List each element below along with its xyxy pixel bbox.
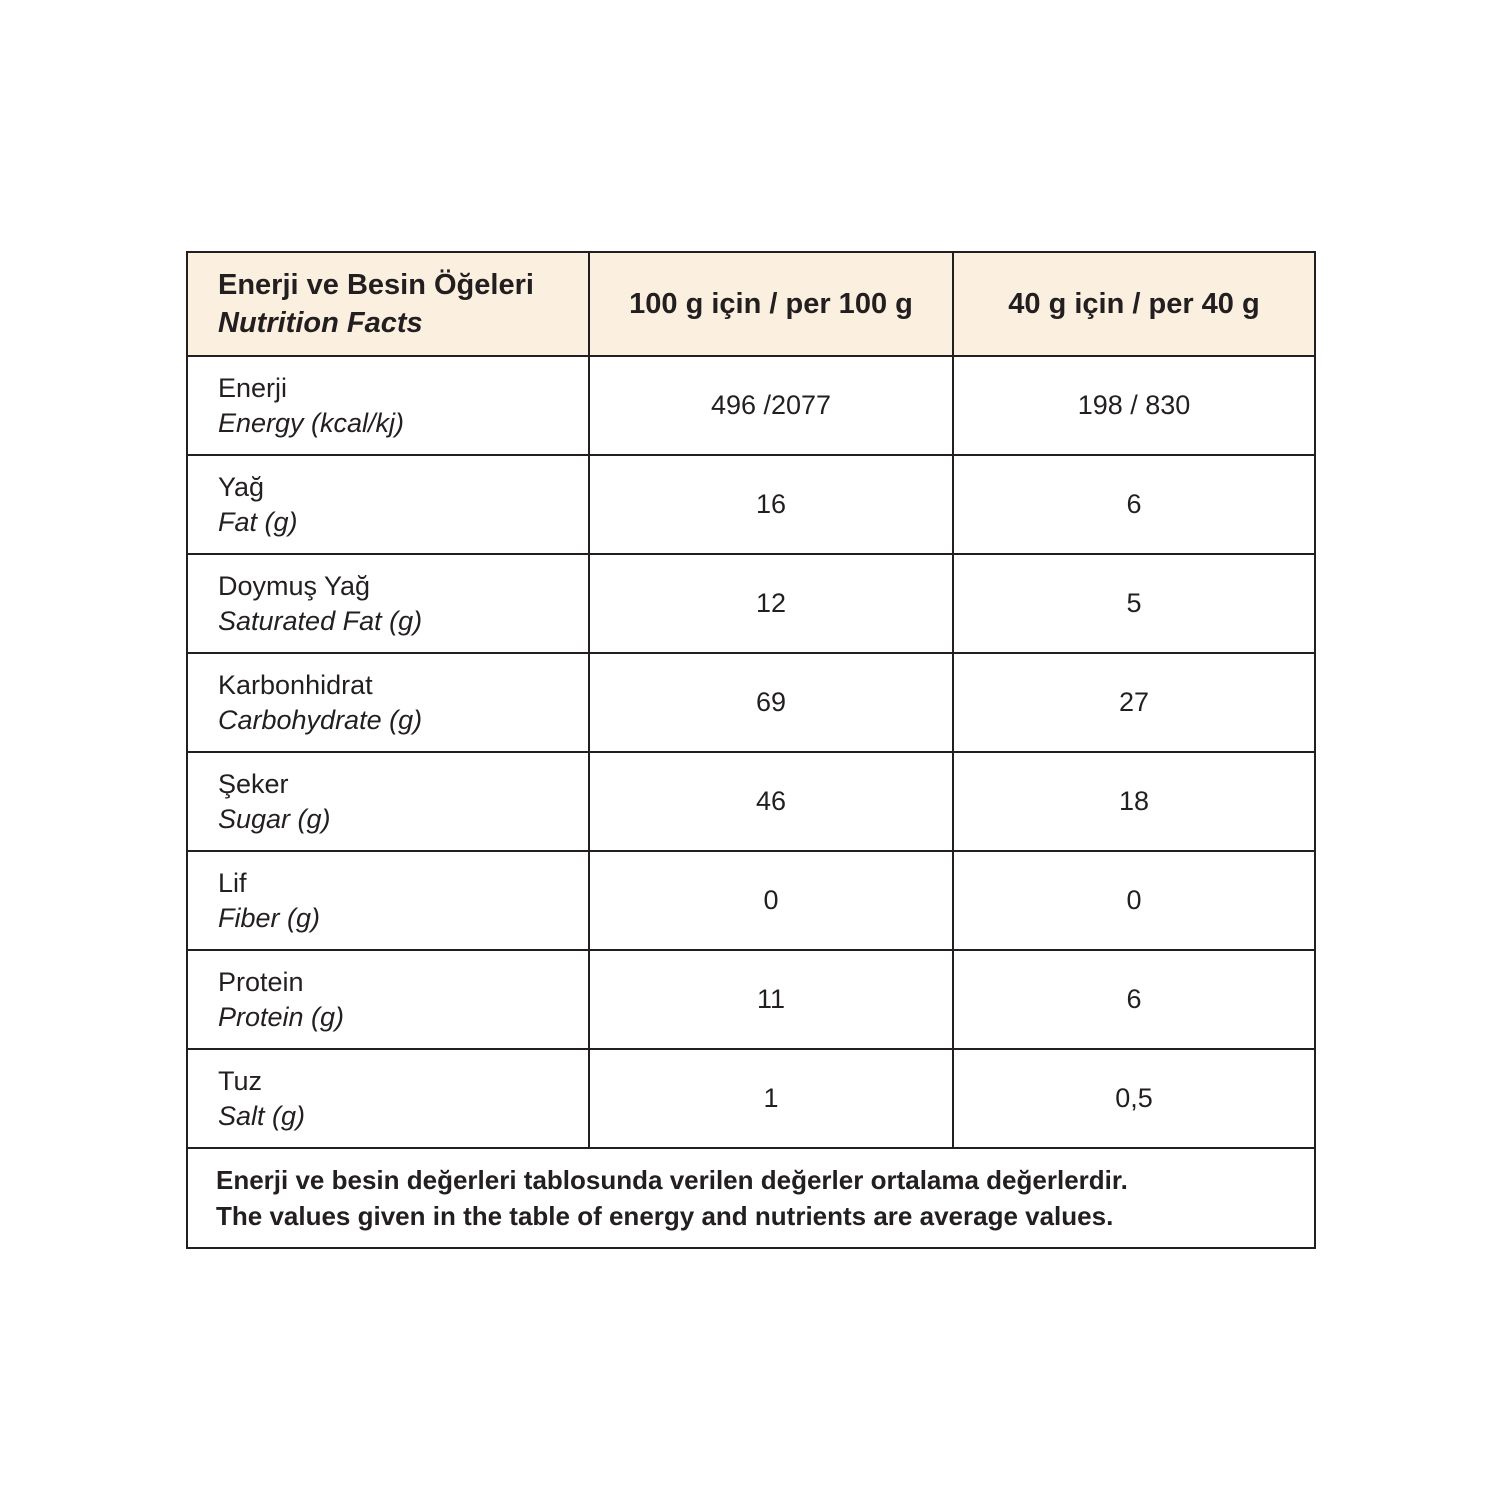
row-label-tr: Lif [218,867,247,898]
row-label-tr: Doymuş Yağ [218,570,371,601]
table-row-fiber [187,851,1315,950]
table-row-salt [187,1049,1315,1148]
row-label [187,851,589,950]
row-label [187,455,589,554]
row-label-en: Fat (g) [218,506,298,537]
value-per-100g: 69 [589,653,953,752]
footer-note-tr: Enerji ve besin değerleri tablosunda verilen değerler ortalama değerlerdir. [216,1165,1128,1195]
header-label-en: Nutrition Facts [218,307,423,339]
table-row-protein [187,950,1315,1049]
row-label [187,653,589,752]
header-label-tr: Enerji ve Besin Öğeleri [218,269,534,301]
table-row-saturated-fat [187,554,1315,653]
value-per-40g: 27 [953,653,1315,752]
row-label-tr: Protein [218,966,304,997]
row-label [187,1049,589,1148]
header-per-40g: 40 g için / per 40 g [953,252,1315,356]
value-per-100g: 0 [589,851,953,950]
nutrition-table-container [186,251,1314,1249]
value-per-100g: 496 /2077 [589,356,953,455]
row-label-tr: Şeker [218,768,289,799]
value-per-40g: 6 [953,455,1315,554]
row-label [187,356,589,455]
table-row-carbohydrate [187,653,1315,752]
value-per-40g: 0,5 [953,1049,1315,1148]
row-label-en: Protein (g) [218,1001,345,1032]
row-label-tr: Enerji [218,372,288,403]
row-label-tr: Tuz [218,1065,263,1096]
value-per-40g: 18 [953,752,1315,851]
row-label-en: Energy (kcal/kj) [218,407,405,438]
header-label-cell [187,252,589,356]
table-footer-row [187,1148,1315,1248]
row-label-en: Saturated Fat (g) [218,605,423,636]
row-label-en: Fiber (g) [218,902,321,933]
nutrition-table [186,251,1316,1249]
value-per-100g: 46 [589,752,953,851]
footer-note-en: The values given in the table of energy and nutrients are average values. [216,1201,1114,1231]
row-label [187,752,589,851]
value-per-40g: 6 [953,950,1315,1049]
value-per-40g: 198 / 830 [953,356,1315,455]
row-label [187,950,589,1049]
value-per-40g: 5 [953,554,1315,653]
table-row-sugar [187,752,1315,851]
row-label-en: Sugar (g) [218,803,331,834]
header-per-100g: 100 g için / per 100 g [589,252,953,356]
value-per-100g: 1 [589,1049,953,1148]
row-label [187,554,589,653]
footer-note-cell [187,1148,1315,1248]
row-label-tr: Yağ [218,471,265,502]
value-per-100g: 12 [589,554,953,653]
table-header-row [187,252,1315,356]
value-per-40g: 0 [953,851,1315,950]
table-row-fat [187,455,1315,554]
table-row-energy [187,356,1315,455]
row-label-en: Salt (g) [218,1100,306,1131]
row-label-en: Carbohydrate (g) [218,704,423,735]
value-per-100g: 16 [589,455,953,554]
row-label-tr: Karbonhidrat [218,669,373,700]
value-per-100g: 11 [589,950,953,1049]
